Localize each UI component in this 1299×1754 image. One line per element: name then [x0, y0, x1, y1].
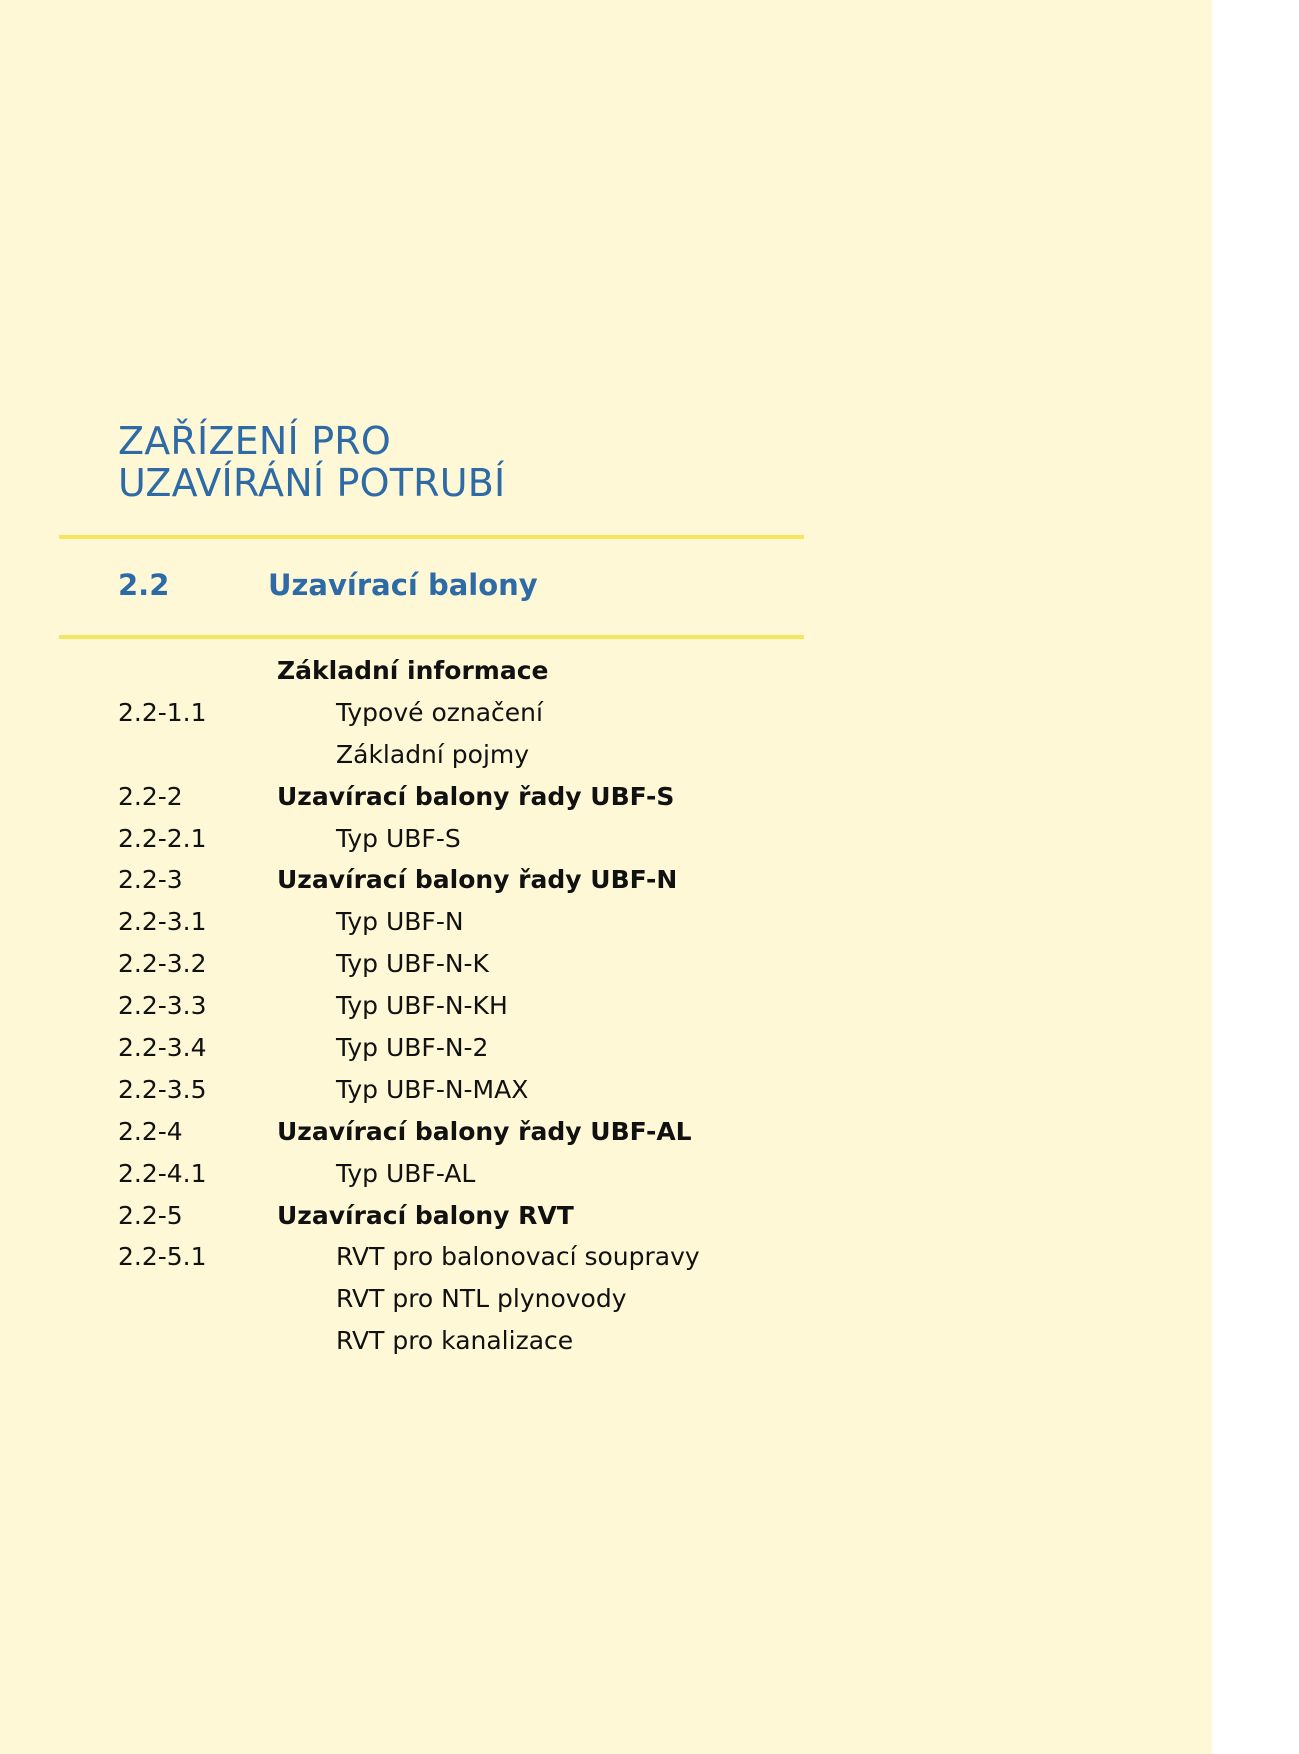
- toc-entry-number: 2.2-2: [118, 781, 183, 811]
- toc-entry-number: 2.2-5: [118, 1200, 183, 1230]
- section-title: Uzavírací balony: [268, 568, 538, 602]
- toc-entry-number: 2.2-3.2: [118, 949, 207, 979]
- toc-entry-number: 2.2-5.1: [118, 1242, 207, 1272]
- toc-subsection-title: Typ UBF-N-K: [336, 949, 489, 979]
- toc-entry-number: 2.2-3.1: [118, 907, 207, 937]
- toc-entry-number: 2.2-3.4: [118, 1033, 207, 1063]
- toc-entry[interactable]: [118, 776, 798, 818]
- toc-entry[interactable]: [118, 1153, 798, 1195]
- toc-entry[interactable]: [118, 818, 798, 860]
- toc-entry[interactable]: [118, 1278, 798, 1320]
- toc-entry[interactable]: [118, 1027, 798, 1069]
- divider-bottom: [59, 635, 804, 639]
- toc-entry-number: 2.2-4: [118, 1116, 183, 1146]
- toc-entry[interactable]: [118, 734, 798, 776]
- chapter-title: [118, 420, 505, 504]
- toc-entry-number: 2.2-3.5: [118, 1074, 207, 1104]
- chapter-title-line-1: ZAŘÍZENÍ PRO: [118, 419, 392, 463]
- toc-subsection-title: RVT pro balonovací soupravy: [336, 1242, 700, 1272]
- toc-entry[interactable]: [118, 1195, 798, 1237]
- toc-subsection-title: RVT pro kanalizace: [336, 1326, 574, 1356]
- toc-entry-number: 2.2-2.1: [118, 823, 207, 853]
- toc-entry[interactable]: [118, 943, 798, 985]
- toc-entry[interactable]: [118, 692, 798, 734]
- table-of-contents: [118, 650, 798, 1362]
- divider-top: [59, 535, 804, 539]
- toc-entry[interactable]: [118, 650, 798, 692]
- toc-subsection-title: Typ UBF-AL: [336, 1158, 476, 1188]
- toc-subsection-title: Základní pojmy: [336, 739, 530, 769]
- toc-section-title: Uzavírací balony řady UBF-S: [277, 781, 675, 811]
- toc-section-title: Uzavírací balony řady UBF-AL: [277, 1116, 692, 1146]
- toc-subsection-title: Typ UBF-S: [336, 823, 461, 853]
- toc-entry[interactable]: [118, 985, 798, 1027]
- toc-section-title: Základní informace: [277, 656, 549, 685]
- section-number: 2.2: [118, 568, 170, 602]
- toc-subsection-title: Typ UBF-N: [336, 907, 464, 937]
- toc-entry[interactable]: [118, 1069, 798, 1111]
- toc-subsection-title: Typové označení: [336, 697, 543, 727]
- toc-entry-number: 2.2-3: [118, 865, 183, 895]
- toc-section-title: Uzavírací balony RVT: [277, 1200, 574, 1230]
- toc-subsection-title: RVT pro NTL plynovody: [336, 1284, 627, 1314]
- toc-entry[interactable]: [118, 859, 798, 901]
- toc-subsection-title: Typ UBF-N-MAX: [336, 1074, 529, 1104]
- toc-entry[interactable]: [118, 1236, 798, 1278]
- toc-subsection-title: Typ UBF-N-KH: [336, 991, 508, 1021]
- chapter-title-line-2: UZAVÍRÁNÍ POTRUBÍ: [118, 461, 506, 505]
- toc-entry-number: 2.2-4.1: [118, 1158, 207, 1188]
- toc-entry-number: 2.2-3.3: [118, 991, 207, 1021]
- toc-subsection-title: Typ UBF-N-2: [336, 1033, 489, 1063]
- toc-entry[interactable]: [118, 901, 798, 943]
- toc-section-title: Uzavírací balony řady UBF-N: [277, 865, 678, 895]
- toc-entry[interactable]: [118, 1111, 798, 1153]
- toc-entry-number: 2.2-1.1: [118, 697, 207, 727]
- toc-entry[interactable]: [118, 1320, 798, 1362]
